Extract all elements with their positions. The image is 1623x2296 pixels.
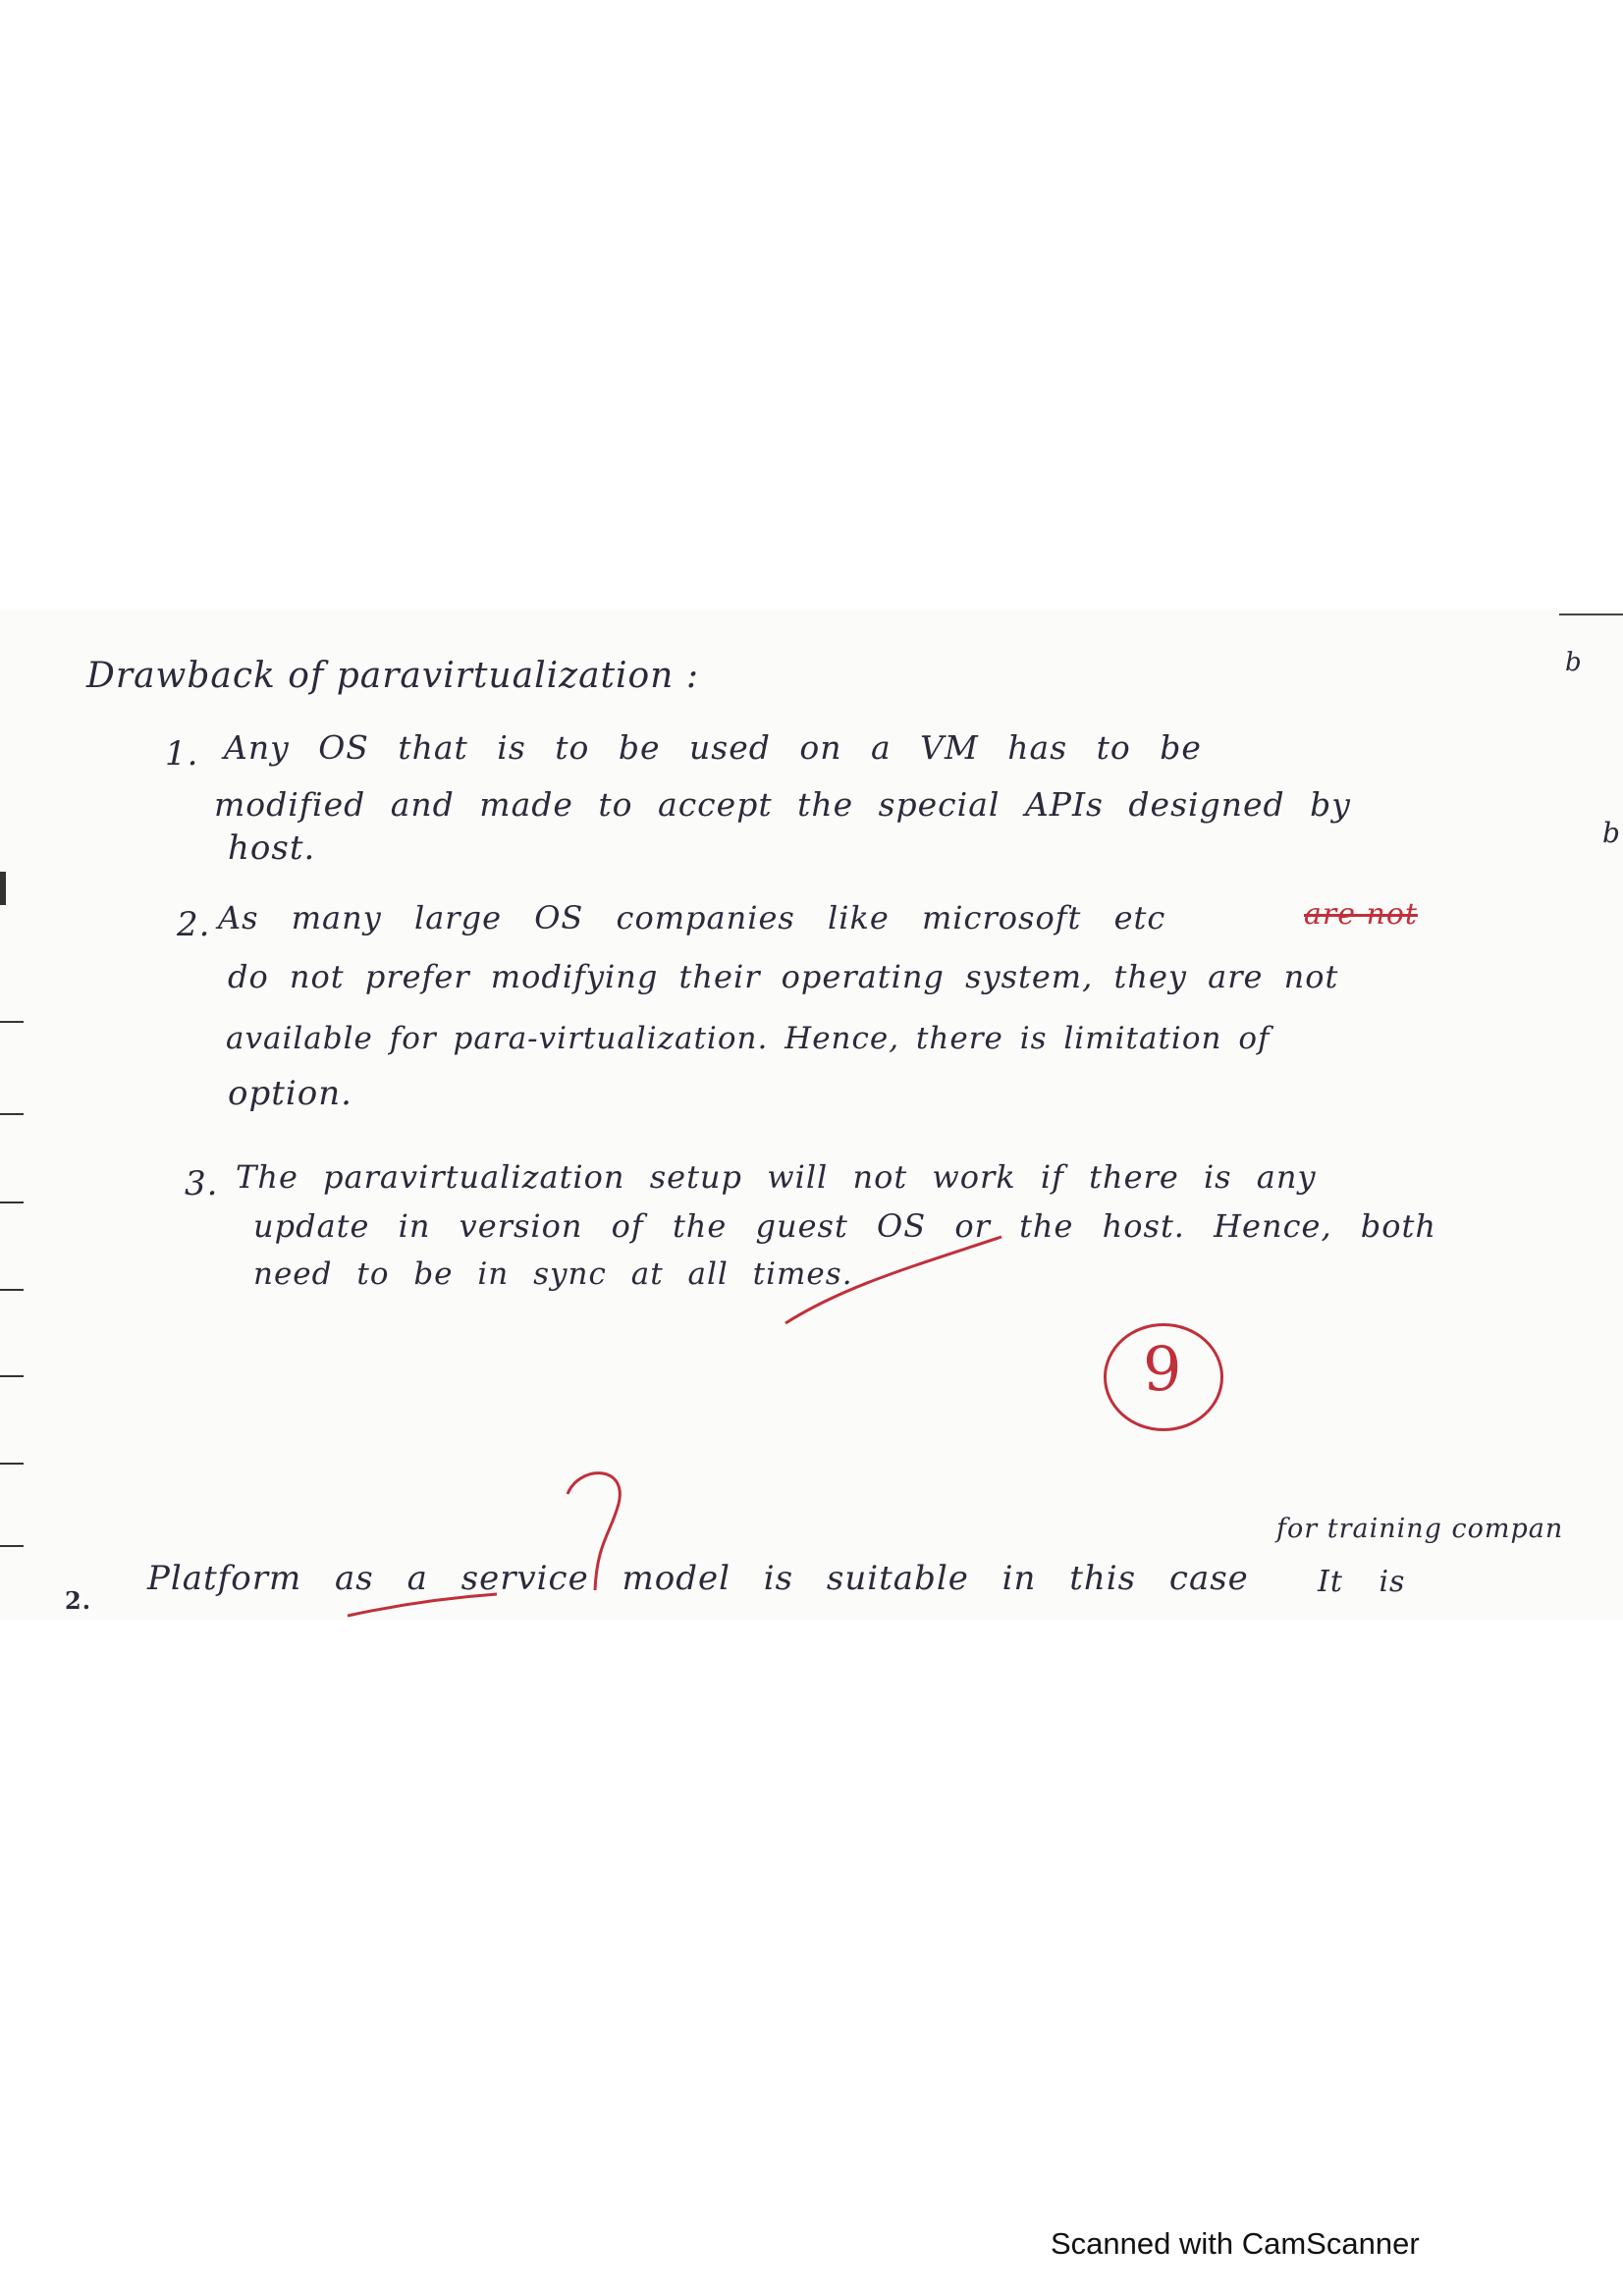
item-line: Any OS that is to be used on a VM has to be <box>224 728 1202 767</box>
scanner-watermark: Scanned with CamScanner <box>1051 2226 1420 2261</box>
item-number: 1. <box>165 734 199 774</box>
red-underline-stroke <box>344 1590 501 1620</box>
item-line: modified and made to accept the special APIs designed by <box>214 785 1351 824</box>
red-question-mark <box>550 1465 638 1592</box>
item-line: need to be in sync at all times. <box>253 1256 853 1292</box>
margin-tick <box>0 1289 24 1291</box>
struck-text: are not <box>1304 897 1418 932</box>
red-correction-stroke <box>766 1227 1021 1335</box>
item-line: available for para-virtualization. Hence, there is limitation of <box>226 1021 1271 1056</box>
item-line: As many large OS companies like microsoft etc <box>218 899 1166 936</box>
item-number: 3. <box>185 1164 219 1203</box>
margin-tick <box>0 1021 24 1023</box>
item-line: do not prefer modifying their operating system, they are not <box>228 958 1339 995</box>
next-answer-line: Platform as a service model is suitable in this case <box>147 1559 1249 1598</box>
margin-rule <box>1559 614 1623 615</box>
item-number: 2. <box>177 905 211 944</box>
margin-letter: b <box>1565 648 1583 677</box>
item-line: option. <box>228 1074 352 1113</box>
margin-tick <box>0 1463 24 1465</box>
item-line: update in version of the guest OS or the host. Hence, both <box>253 1207 1437 1245</box>
heading: Drawback of paravirtualization : <box>86 656 699 696</box>
margin-tick <box>0 1545 24 1547</box>
margin-tick <box>0 872 6 905</box>
item-line: The paravirtualization setup will not work if there is any <box>236 1158 1317 1196</box>
continuation-text: It is <box>1318 1565 1406 1599</box>
margin-letter: b <box>1602 817 1621 849</box>
margin-tick <box>0 1113 24 1115</box>
margin-tick <box>0 1375 24 1377</box>
grade-mark: 9 <box>1143 1333 1183 1405</box>
item-line: host. <box>228 828 316 868</box>
next-answer-number: 2. <box>65 1586 92 1615</box>
insertion-text: for training compan <box>1276 1514 1564 1544</box>
margin-tick <box>0 1201 24 1203</box>
